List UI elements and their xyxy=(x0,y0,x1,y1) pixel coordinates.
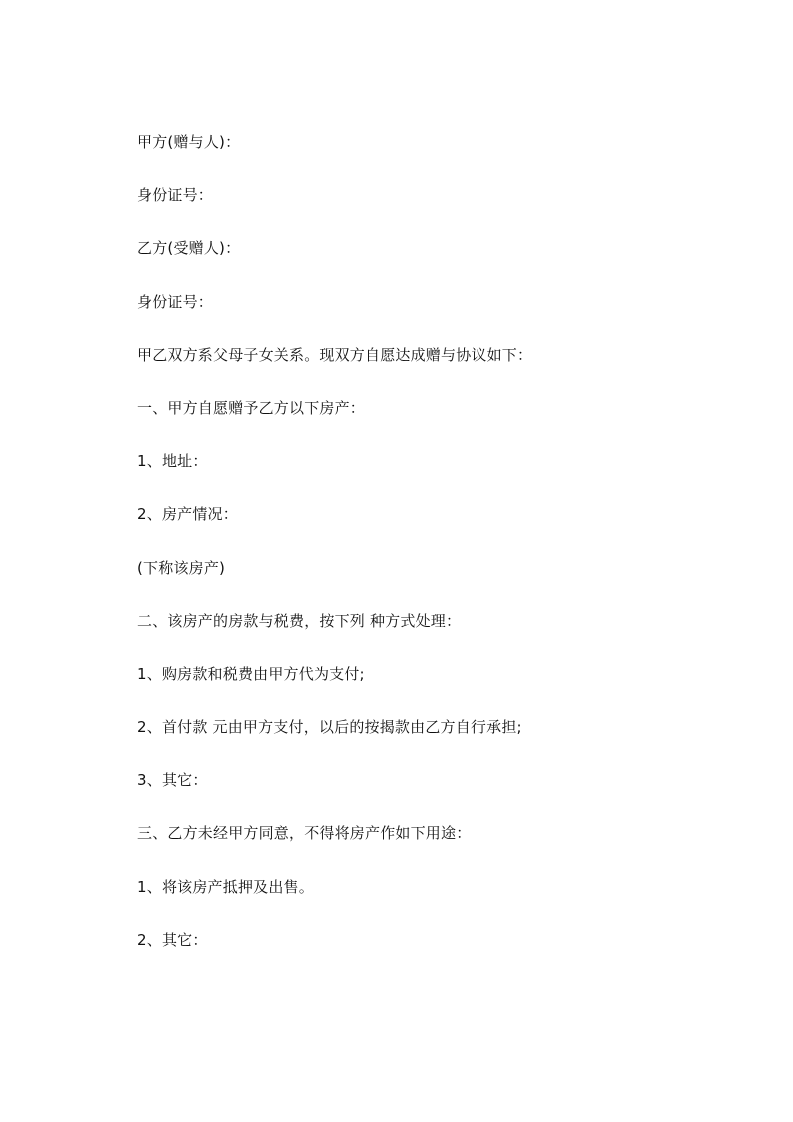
party-b-id-line: 身份证号： xyxy=(137,292,214,311)
section-1-heading: 一、甲方自愿赠予乙方以下房产： xyxy=(137,398,366,417)
document-body xyxy=(137,129,737,980)
party-a-id-line: 身份证号： xyxy=(137,186,214,205)
section-2-item-2: 2、首付款 元由甲方支付，以后的按揭款由乙方自行承担; xyxy=(137,718,522,737)
party-a-donor-line: 甲方(赠与人)： xyxy=(137,133,241,151)
section-3-item-2: 2、其它： xyxy=(137,930,208,949)
section-2-item-3: 3、其它： xyxy=(137,771,208,790)
relationship-statement: 甲乙双方系父母子女关系。现双方自愿达成赠与协议如下： xyxy=(137,345,533,364)
section-3-item-1: 1、将该房产抵押及出售。 xyxy=(137,877,314,896)
property-alias-note: (下称该房产) xyxy=(137,558,226,577)
section-1-item-address: 1、地址： xyxy=(137,452,208,471)
section-2-heading: 二、该房产的房款与税费，按下列 种方式处理： xyxy=(137,611,462,630)
party-b-donee-line: 乙方(受赠人)： xyxy=(137,239,241,258)
section-2-item-1: 1、购房款和税费由甲方代为支付; xyxy=(137,664,365,683)
section-1-item-property-status: 2、房产情况： xyxy=(137,505,238,524)
section-3-heading: 三、乙方未经甲方同意，不得将房产作如下用途： xyxy=(137,824,472,843)
